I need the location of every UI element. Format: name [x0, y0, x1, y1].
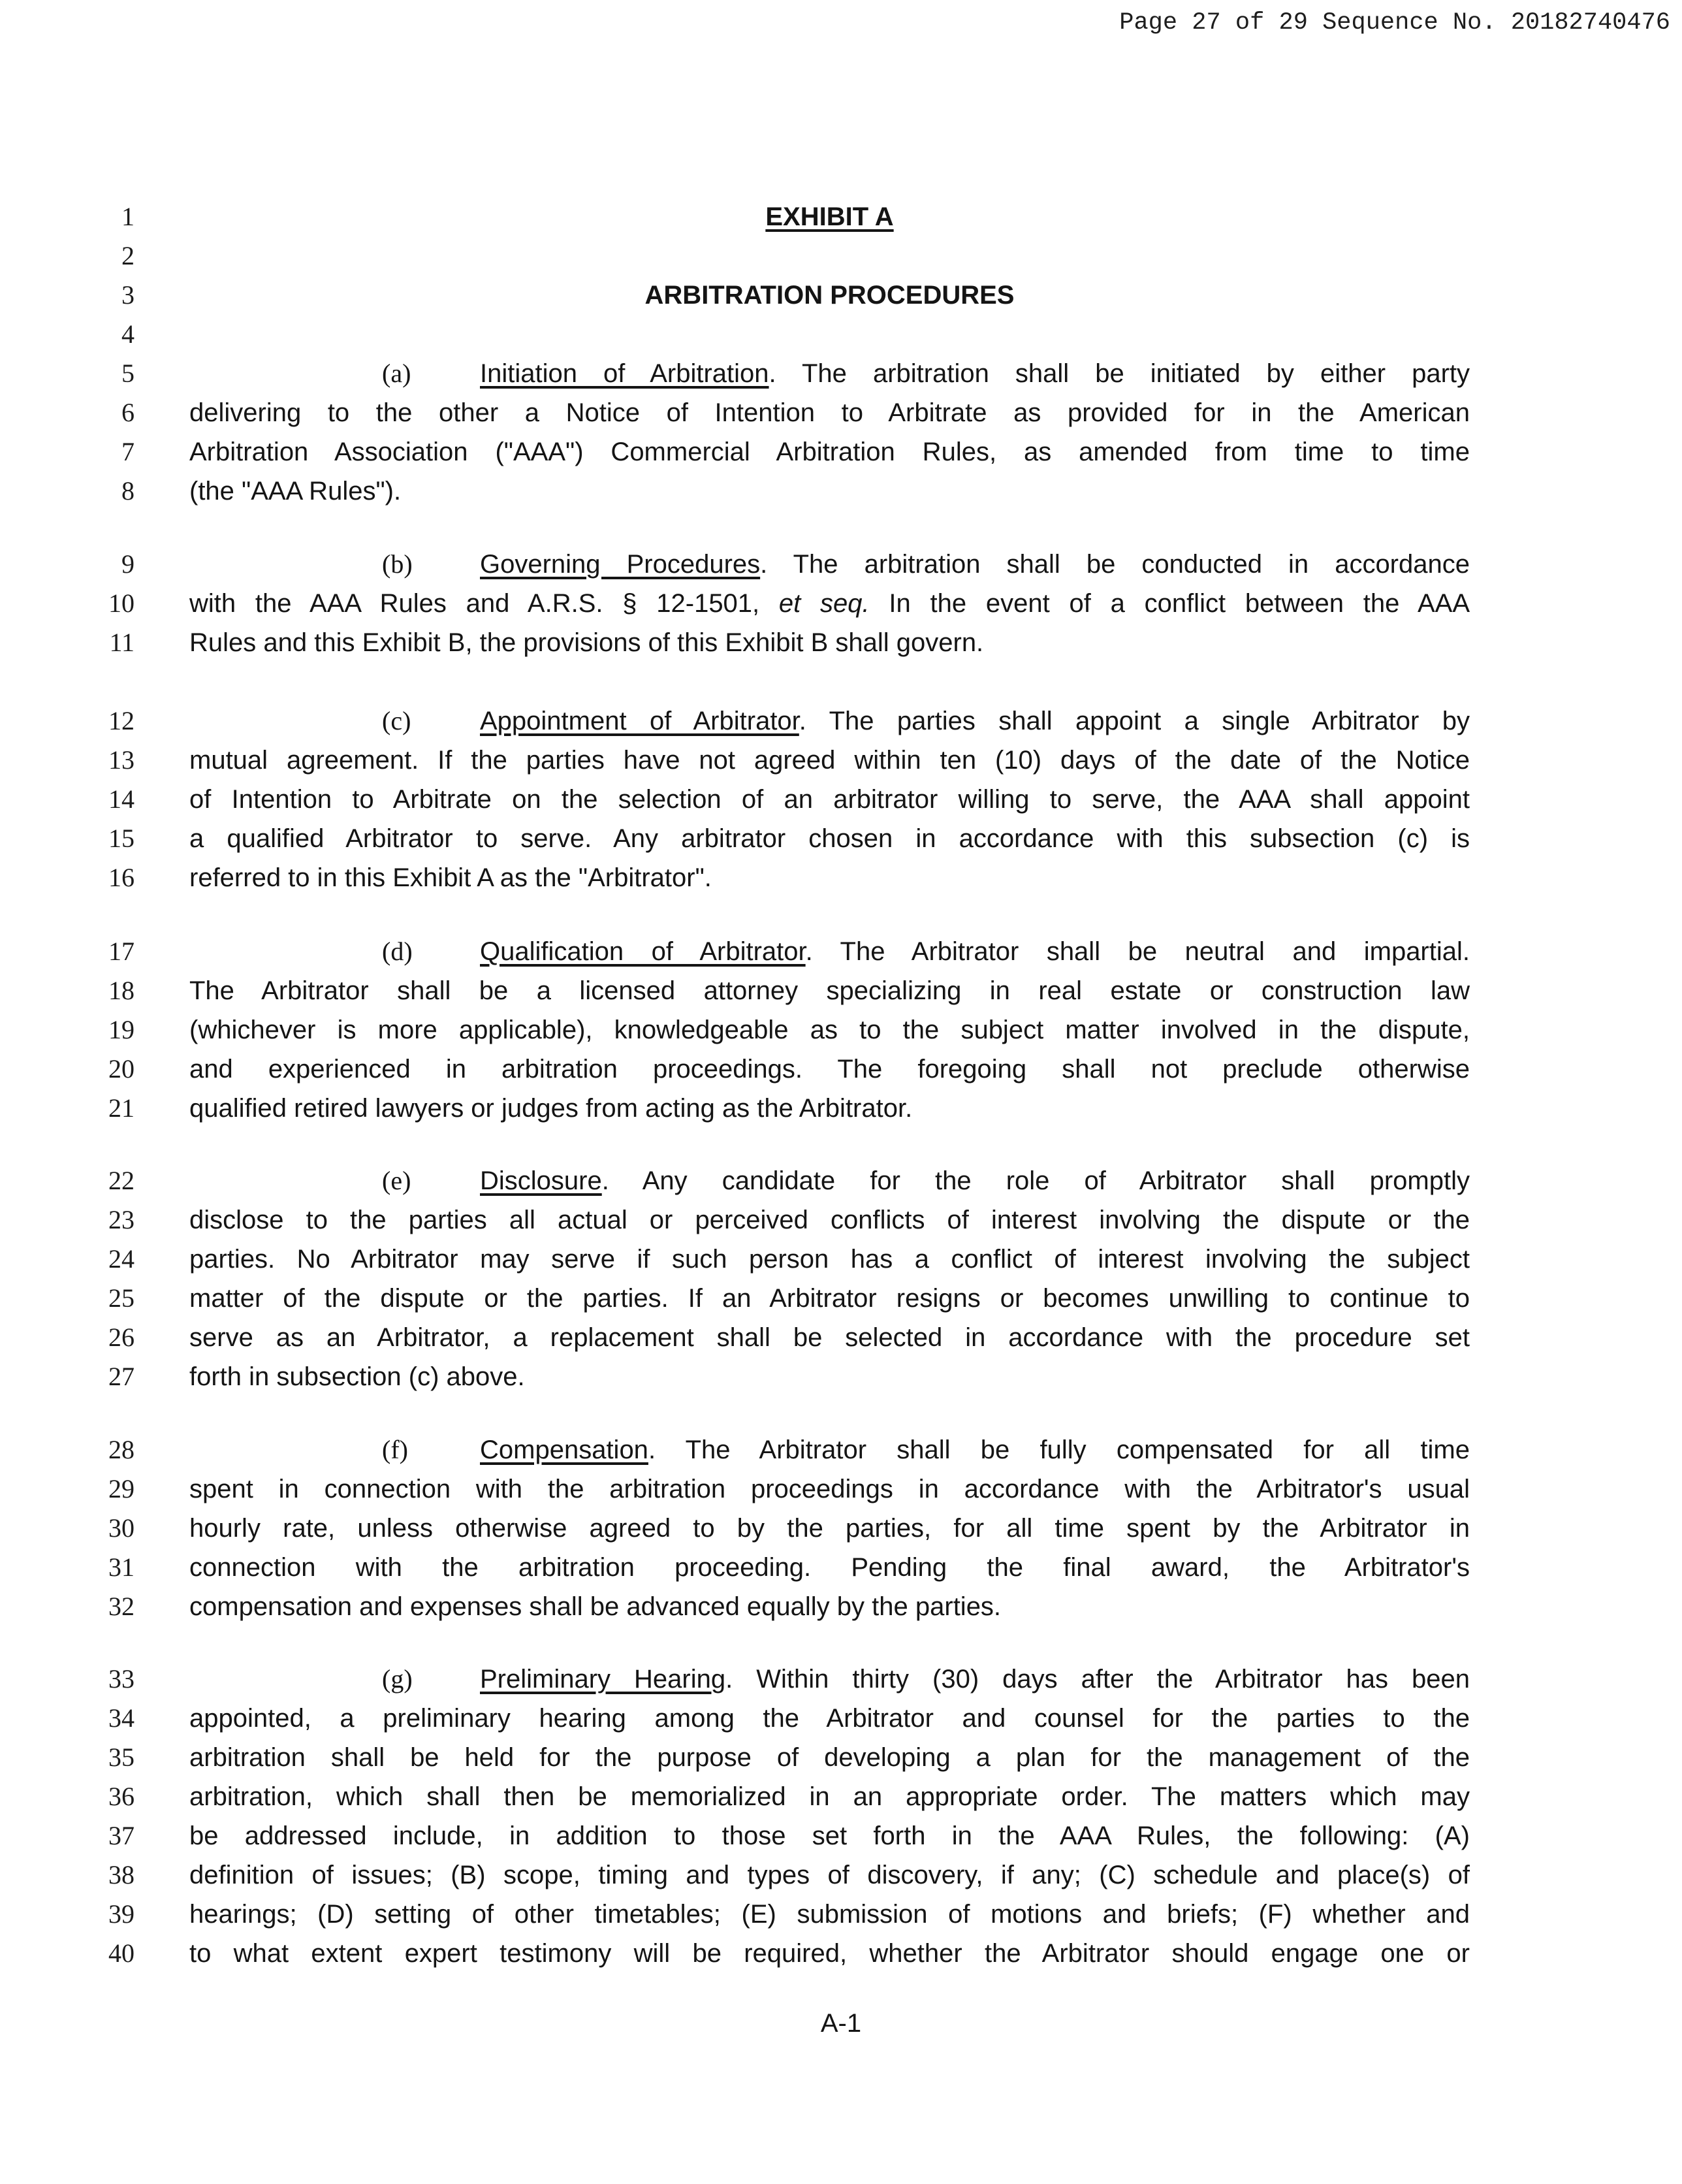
section-e-line: disclose to the parties all actual or perceived conflicts of interest involving the dispute or the [189, 1206, 1470, 1234]
section-g-line: arbitration shall be held for the purpose of developing a plan for the management of the [189, 1743, 1470, 1772]
section-b-line: (b) Governing Procedures. The arbitration shall be conducted in accordance [189, 545, 1470, 584]
section-heading: Appointment of Arbitrator [480, 707, 799, 735]
line-number: 35 [108, 1742, 135, 1772]
line-number: 18 [108, 976, 135, 1005]
section-label: (c) [382, 706, 411, 735]
section-g-line: be addressed include, in addition to those set forth in the AAA Rules, the following: (A) [189, 1822, 1470, 1850]
section-b-line: with the AAA Rules and A.R.S. § 12-1501, et seq. In the event of a conflict between the AAA [189, 589, 1470, 618]
line-number: 5 [121, 359, 135, 388]
line-number: 26 [108, 1323, 135, 1352]
section-f-line: (f) Compensation. The Arbitrator shall be fully compensated for all time [189, 1430, 1470, 1469]
section-f-line: hourly rate, unless otherwise agreed to by the parties, for all time spent by the Arbitrator in [189, 1514, 1470, 1543]
section-e-line: (e) Disclosure. Any candidate for the role of Arbitrator shall promptly [189, 1161, 1470, 1200]
line-number: 24 [108, 1244, 135, 1274]
section-a-line: (a) Initiation of Arbitration. The arbitration shall be initiated by either party [189, 354, 1470, 393]
line-number: 11 [109, 628, 135, 657]
line-number: 33 [108, 1664, 135, 1694]
line-number: 28 [108, 1435, 135, 1464]
line-number: 36 [108, 1782, 135, 1811]
line-number: 31 [108, 1552, 135, 1582]
line-number: 39 [108, 1899, 135, 1929]
page-sequence-header: Page 27 of 29 Sequence No. 20182740476 [1119, 9, 1670, 37]
line-number: 14 [108, 784, 135, 814]
section-c-line: referred to in this Exhibit A as the "Arbitrator". [189, 863, 712, 892]
line-number: 10 [108, 588, 135, 618]
section-f-line: compensation and expenses shall be advanced equally by the parties. [189, 1592, 1002, 1621]
section-label: (g) [382, 1664, 413, 1694]
section-c-line: a qualified Arbitrator to serve. Any arbitrator chosen in accordance with this subsection (c) is [189, 824, 1470, 853]
line-number: 32 [108, 1592, 135, 1621]
section-d-line: qualified retired lawyers or judges from acting as the Arbitrator. [189, 1094, 913, 1123]
section-f-line: connection with the arbitration proceeding. Pending the final award, the Arbitrator's [189, 1553, 1470, 1582]
line-number: 23 [108, 1205, 135, 1234]
page-footer-number: A-1 [820, 2009, 862, 2038]
line-number: 6 [121, 398, 135, 427]
section-e-line: serve as an Arbitrator, a replacement shall be selected in accordance with the procedure set [189, 1323, 1470, 1352]
line-number: 17 [108, 937, 135, 966]
line-number: 25 [108, 1283, 135, 1313]
section-g-line: arbitration, which shall then be memorialized in an appropriate order. The matters which may [189, 1782, 1470, 1811]
section-f-line: spent in connection with the arbitration proceedings in accordance with the Arbitrator's usual [189, 1475, 1470, 1503]
section-heading: Initiation of Arbitration [480, 359, 769, 388]
line-number: 4 [121, 319, 135, 349]
section-b-line: Rules and this Exhibit B, the provisions of this Exhibit B shall govern. [189, 628, 984, 657]
section-g-line: (g) Preliminary Hearing. Within thirty (30) days after the Arbitrator has been [189, 1660, 1470, 1699]
section-c-line: (c) Appointment of Arbitrator. The parties shall appoint a single Arbitrator by [189, 701, 1470, 741]
line-number: 30 [108, 1513, 135, 1543]
section-g-line: to what extent expert testimony will be required, whether the Arbitrator should engage one or [189, 1939, 1470, 1968]
section-heading: Qualification of Arbitrator [480, 937, 806, 966]
line-number: 13 [108, 745, 135, 775]
line-number: 22 [108, 1166, 135, 1195]
line-number: 16 [108, 863, 135, 892]
line-number: 29 [108, 1474, 135, 1503]
section-d-line: and experienced in arbitration proceedings. The foregoing shall not preclude otherwise [189, 1055, 1470, 1084]
section-g-line: appointed, a preliminary hearing among the Arbitrator and counsel for the parties to the [189, 1704, 1470, 1733]
exhibit-title: EXHIBIT A [765, 202, 894, 231]
section-a-line: Arbitration Association ("AAA") Commercial Arbitration Rules, as amended from time to time [189, 438, 1470, 466]
section-a-line: (the "AAA Rules"). [189, 477, 402, 506]
section-heading: Disclosure [480, 1166, 602, 1195]
section-d-line: The Arbitrator shall be a licensed attorney specializing in real estate or construction law [189, 976, 1470, 1005]
section-g-line: hearings; (D) setting of other timetables; (E) submission of motions and briefs; (F) whether and [189, 1900, 1470, 1929]
section-heading: Compensation [480, 1436, 648, 1464]
line-number: 20 [108, 1054, 135, 1084]
section-label: (d) [382, 937, 413, 966]
line-number: 2 [121, 241, 135, 270]
section-a-line: delivering to the other a Notice of Intention to Arbitrate as provided for in the American [189, 398, 1470, 427]
line-number: 21 [108, 1093, 135, 1123]
line-number: 3 [121, 280, 135, 310]
line-number: 34 [108, 1703, 135, 1733]
section-c-line: of Intention to Arbitrate on the selection of an arbitrator willing to serve, the AAA shall appoint [189, 785, 1470, 814]
line-number: 40 [108, 1938, 135, 1968]
section-e-line: forth in subsection (c) above. [189, 1362, 525, 1391]
line-number: 38 [108, 1860, 135, 1889]
section-label: (e) [382, 1166, 411, 1195]
section-g-line: definition of issues; (B) scope, timing and types of discovery, if any; (C) schedule and place(s) of [189, 1861, 1470, 1889]
line-number: 37 [108, 1821, 135, 1850]
line-number: 27 [108, 1362, 135, 1391]
section-heading: Preliminary Hearing [480, 1665, 726, 1694]
section-e-line: parties. No Arbitrator may serve if such person has a conflict of interest involving the subject [189, 1245, 1470, 1274]
line-number: 19 [108, 1015, 135, 1044]
section-label: (f) [382, 1435, 408, 1464]
section-e-line: matter of the dispute or the parties. If an Arbitrator resigns or becomes unwilling to continue to [189, 1284, 1470, 1313]
line-number: 12 [108, 706, 135, 735]
section-d-line: (whichever is more applicable), knowledgeable as to the subject matter involved in the dispute, [189, 1016, 1470, 1044]
section-c-line: mutual agreement. If the parties have not agreed within ten (10) days of the date of the Notice [189, 746, 1470, 775]
section-label: (b) [382, 549, 413, 579]
section-heading: Governing Procedures [480, 550, 761, 579]
line-number: 15 [108, 824, 135, 853]
document-title: ARBITRATION PROCEDURES [644, 281, 1015, 310]
section-d-line: (d) Qualification of Arbitrator. The Arbitrator shall be neutral and impartial. [189, 932, 1470, 971]
line-number: 7 [121, 437, 135, 466]
line-number: 8 [121, 476, 135, 506]
line-number: 9 [121, 549, 135, 579]
section-label: (a) [382, 359, 411, 388]
line-number: 1 [121, 202, 135, 231]
